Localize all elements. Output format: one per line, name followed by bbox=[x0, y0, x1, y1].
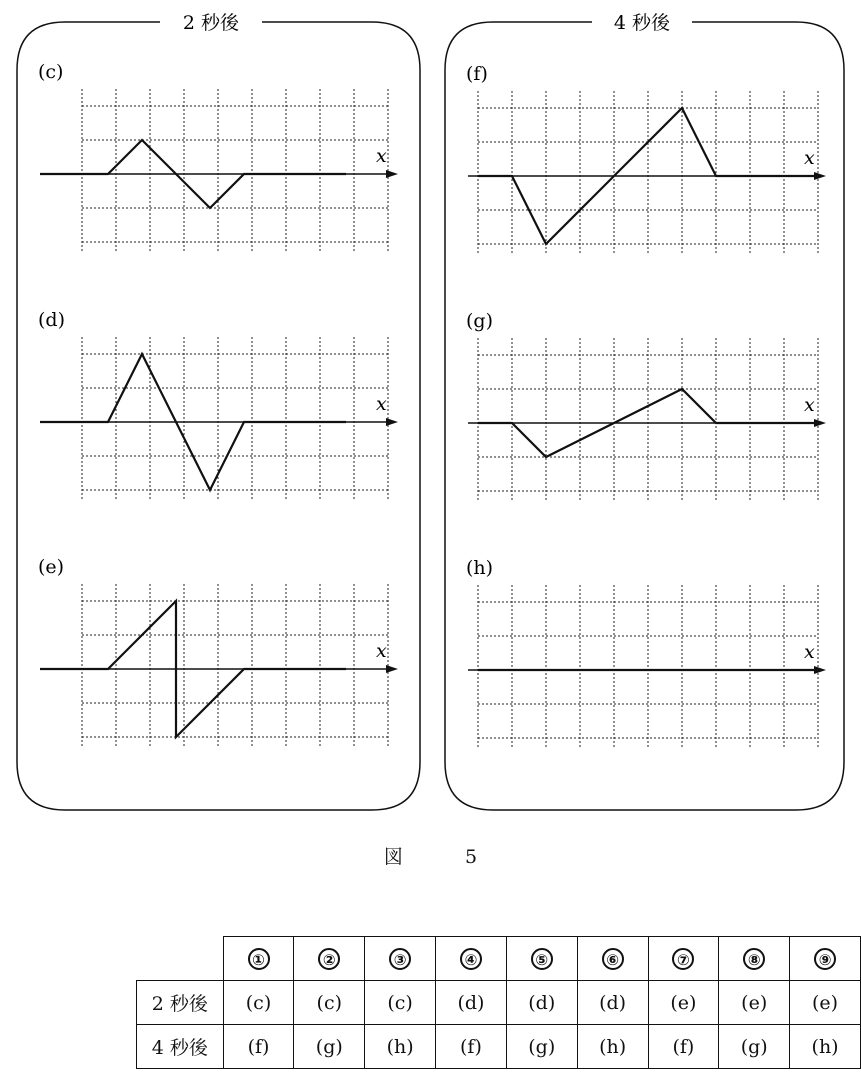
grid bbox=[478, 585, 818, 748]
table-cell: (d) bbox=[506, 981, 577, 1025]
choice-header-8: ⑧ bbox=[719, 937, 790, 981]
graph-label: (d) bbox=[38, 309, 65, 331]
choice-header-4: ④ bbox=[436, 937, 507, 981]
table-cell: (c) bbox=[365, 981, 436, 1025]
table-cell: (h) bbox=[577, 1025, 648, 1069]
row-label: 2 秒後 bbox=[137, 981, 224, 1025]
answer-choices-table bbox=[136, 936, 861, 1069]
grid bbox=[82, 584, 388, 747]
axis-label-x: x bbox=[376, 393, 387, 415]
table-cell: (g) bbox=[506, 1025, 577, 1069]
table-cell: (h) bbox=[365, 1025, 436, 1069]
header-row bbox=[137, 937, 861, 981]
axis-label-x: x bbox=[804, 641, 815, 663]
row-2-seconds bbox=[137, 981, 861, 1025]
table-cell: (e) bbox=[648, 981, 719, 1025]
axis-label-x: x bbox=[804, 147, 815, 169]
table-cell: (f) bbox=[436, 1025, 507, 1069]
row-4-seconds bbox=[137, 1025, 861, 1069]
grid bbox=[478, 91, 818, 254]
table-cell: (c) bbox=[223, 981, 294, 1025]
figure-caption: 図 5 bbox=[383, 846, 506, 868]
choice-header-2: ② bbox=[294, 937, 365, 981]
choice-header-9: ⑨ bbox=[790, 937, 861, 981]
choice-header-3: ③ bbox=[365, 937, 436, 981]
graph-label: (e) bbox=[38, 556, 65, 578]
table-cell: (d) bbox=[577, 981, 648, 1025]
table-cell: (e) bbox=[790, 981, 861, 1025]
corner-cell bbox=[137, 937, 224, 981]
graph-label: (g) bbox=[466, 310, 493, 332]
axis-arrow bbox=[386, 418, 398, 426]
row-label: 4 秒後 bbox=[137, 1025, 224, 1069]
grid bbox=[82, 337, 388, 500]
choice-header-5: ⑤ bbox=[506, 937, 577, 981]
choice-header-7: ⑦ bbox=[648, 937, 719, 981]
table-cell: (d) bbox=[436, 981, 507, 1025]
axis-label-x: x bbox=[376, 145, 387, 167]
table-cell: (f) bbox=[223, 1025, 294, 1069]
graph-d bbox=[38, 309, 398, 500]
graph-label: (c) bbox=[38, 61, 64, 83]
graph-label: (f) bbox=[466, 63, 488, 85]
graph-g bbox=[466, 310, 826, 501]
graph-c bbox=[38, 61, 398, 252]
choice-header-6: ⑥ bbox=[577, 937, 648, 981]
graph-f bbox=[466, 63, 826, 254]
left-panel-title: 2 秒後 bbox=[182, 12, 240, 34]
table-cell: (h) bbox=[790, 1025, 861, 1069]
axis-label-x: x bbox=[376, 640, 387, 662]
grid bbox=[478, 338, 818, 501]
axis-arrow bbox=[386, 170, 398, 178]
choice-header-1: ① bbox=[223, 937, 294, 981]
right-panel-title: 4 秒後 bbox=[613, 12, 671, 34]
table-cell: (f) bbox=[648, 1025, 719, 1069]
table-cell: (e) bbox=[719, 981, 790, 1025]
axis-label-x: x bbox=[804, 394, 815, 416]
graph-label: (h) bbox=[466, 557, 494, 579]
table-cell: (g) bbox=[719, 1025, 790, 1069]
grid bbox=[82, 89, 388, 252]
table-cell: (g) bbox=[294, 1025, 365, 1069]
axis-arrow bbox=[386, 665, 398, 673]
graph-e bbox=[38, 556, 398, 747]
table-cell: (c) bbox=[294, 981, 365, 1025]
graph-h bbox=[466, 557, 826, 748]
